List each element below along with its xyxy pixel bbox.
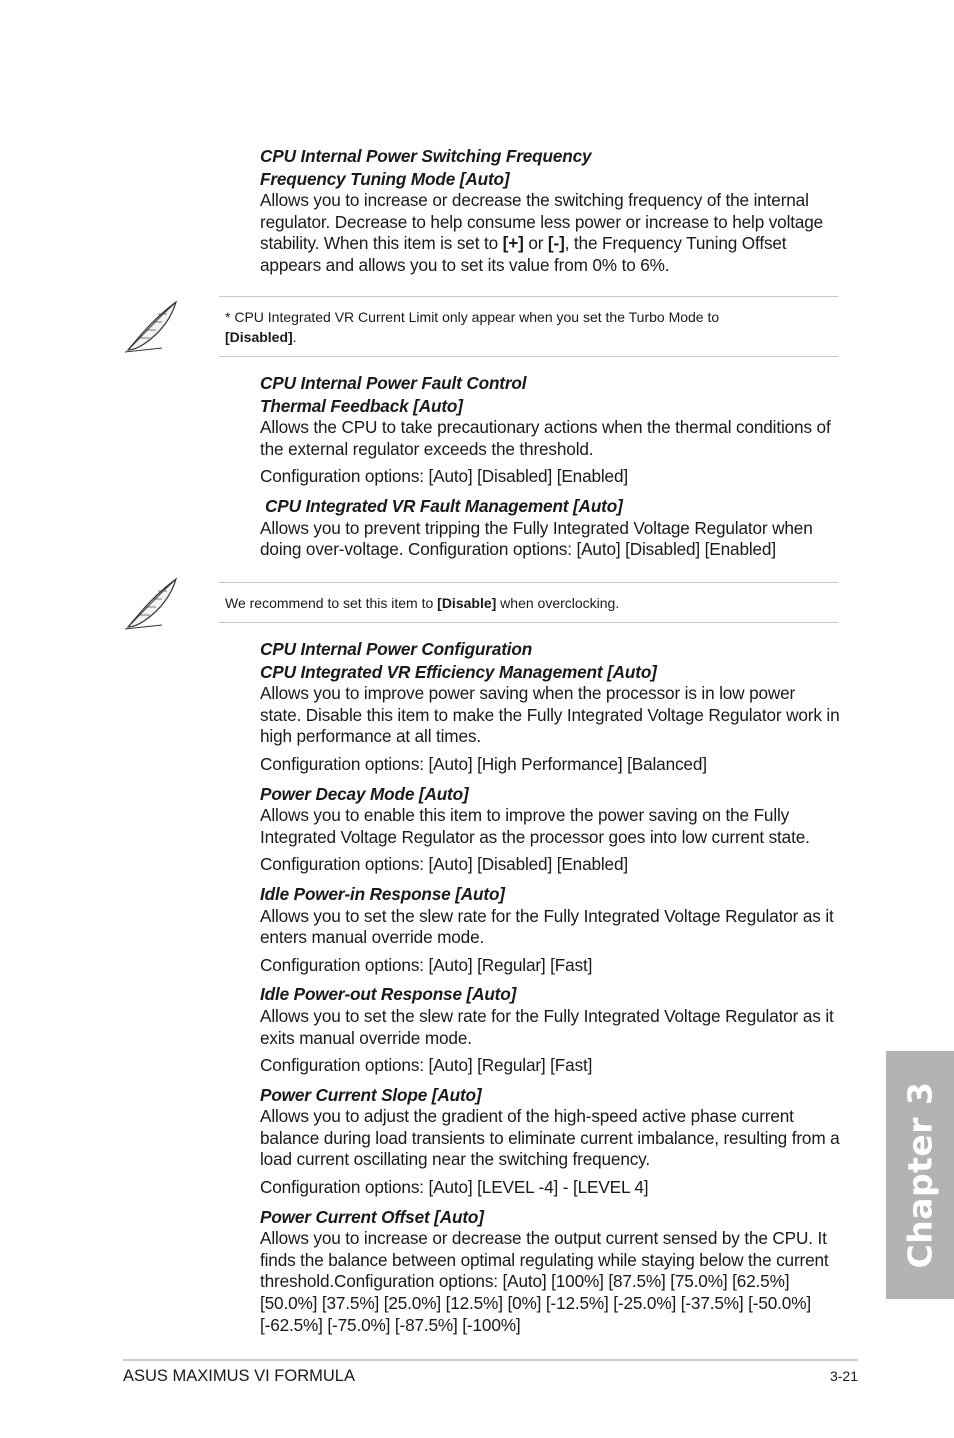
item-config-options: Configuration options: [Auto] [Disabled] [Enabled]: [260, 466, 628, 487]
item-config-options: Configuration options: [Auto] [Disabled] [Enabled]: [260, 854, 628, 875]
item-title: CPU Integrated VR Efficiency Management [Auto]: [260, 661, 657, 682]
item-description: Allows you to prevent tripping the Fully Integrated Voltage Regulator when doing over-voltage. Configuration options: [Auto] [Disabled] [Enabled]: [260, 517, 813, 560]
item-description: Allows you to increase or decrease the switching frequency of the internal regulator. Decrease to help consume less power or increase to help voltage stability. When this item is set to [+] or [-], the Frequency Tuning Offset appears and allows you to set its value from 0% to 6%.: [260, 190, 824, 275]
item-title: Idle Power-out Response [Auto]: [260, 984, 517, 1005]
section-fault-control: [260, 373, 840, 561]
footer-divider: [123, 1359, 858, 1361]
item-title: Frequency Tuning Mode [Auto]: [260, 168, 510, 189]
item-config-options: Configuration options: [Auto] [Regular] [Fast]: [260, 1055, 593, 1076]
footer-page-number: 3-21: [829, 1368, 858, 1384]
item-description: Allows you to set the slew rate for the Fully Integrated Voltage Regulator as it exits manual override mode.: [260, 1005, 834, 1048]
note-feather-icon: [122, 298, 180, 354]
item-title: Power Current Offset [Auto]: [260, 1206, 484, 1227]
item-title: CPU Integrated VR Fault Management [Auto]: [265, 495, 623, 516]
item-description: Allows the CPU to take precautionary actions when the thermal conditions of the external regulator exceeds the threshold.: [260, 417, 831, 459]
chapter-tab: [886, 1051, 954, 1299]
item-description: Allows you to enable this item to improve the power saving on the Fully Integrated Voltage Regulator as the processor goes into low current state.: [260, 805, 810, 847]
section-switching-frequency: [260, 146, 840, 277]
item-title: Power Decay Mode [Auto]: [260, 783, 469, 804]
item-title: Idle Power-in Response [Auto]: [260, 883, 505, 904]
note-text: * CPU Integrated VR Current Limit only appear when you set the Turbo Mode to [Disabled].: [225, 309, 720, 345]
footer-product-name: ASUS MAXIMUS VI FORMULA: [123, 1367, 355, 1385]
item-title: Thermal Feedback [Auto]: [260, 395, 463, 416]
item-config-options: Configuration options: [Auto] [Regular] [Fast]: [260, 954, 593, 975]
section-power-configuration: [260, 639, 840, 1336]
item-description: Allows you to increase or decrease the output current sensed by the CPU. It finds the balance between optimal regulating while staying below the current threshold.Configuration options: [Auto] [100%] [87.5%] [75.0%] [62.5%] [50.0%] [37.5%] [25.0%] [12.5%] [0%] [-12.5%] [-25.0%] [-37.5%] [-50.0%] [-62.5%] [-75.0%] [-87.5%] [-100%]: [260, 1228, 829, 1335]
section-heading: CPU Internal Power Fault Control: [260, 373, 527, 393]
item-config-options: Configuration options: [Auto] [LEVEL -4] - [LEVEL 4]: [260, 1177, 649, 1198]
chapter-label: Chapter 3: [900, 1081, 940, 1269]
item-description: Allows you to adjust the gradient of the high-speed active phase current balance during load transients to eliminate current imbalance, resulting from a load current oscillating near the switching frequency.: [260, 1106, 840, 1170]
section-heading: CPU Internal Power Configuration: [260, 639, 533, 659]
item-title: Power Current Slope [Auto]: [260, 1084, 482, 1105]
note-feather-icon: [122, 575, 180, 631]
note-box: [219, 296, 838, 357]
section-heading: CPU Internal Power Switching Frequency: [260, 146, 592, 166]
note-box: [219, 582, 838, 623]
item-description: Allows you to improve power saving when the processor is in low power state. Disable this item to make the Fully Integrated Voltage Regulator work in high performance at all times.: [260, 683, 840, 747]
item-description: Allows you to set the slew rate for the Fully Integrated Voltage Regulator as it enters manual override mode.: [260, 905, 834, 948]
note-text: We recommend to set this item to [Disable] when overclocking.: [225, 595, 620, 611]
item-config-options: Configuration options: [Auto] [High Performance] [Balanced]: [260, 753, 707, 774]
